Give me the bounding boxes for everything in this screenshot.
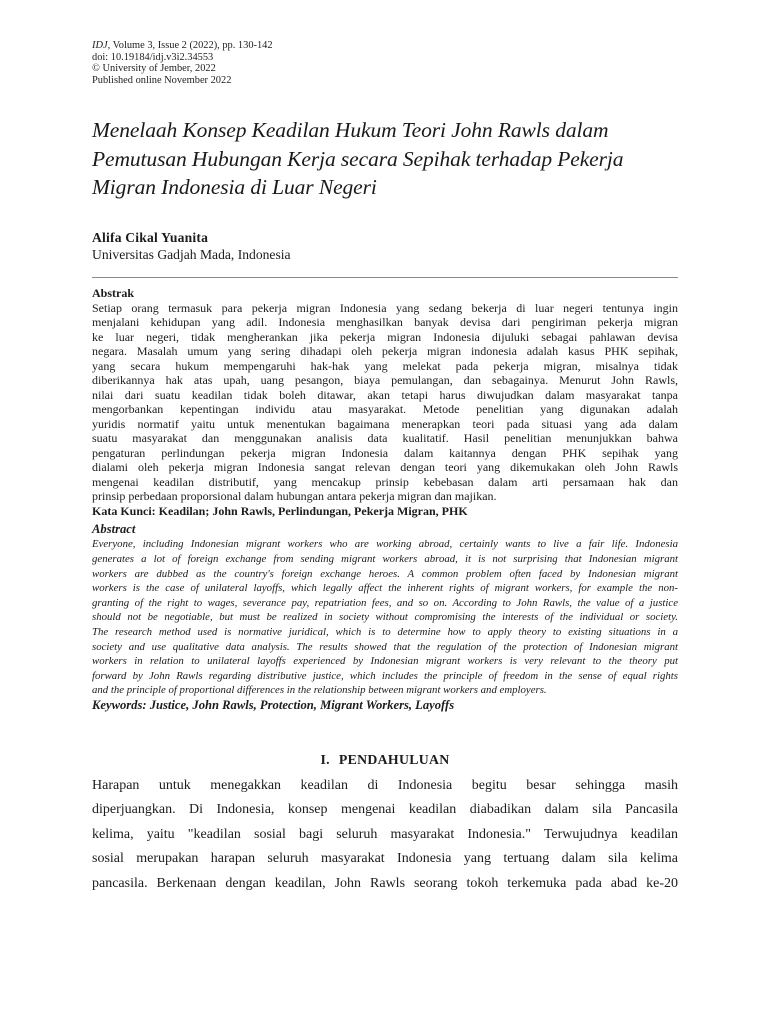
body-line: kelima, yaitu "keadilan sosial bagi seluruh masyarakat Indonesia." Terwujudnya keadilan [92,826,678,842]
abstract-indonesian [92,286,678,519]
article-header [92,40,678,86]
body-paragraph [92,774,678,897]
title-line: Migran Indonesia di Luar Negeri [92,175,377,200]
abstract-line: menjalani kehidupan yang adil. Indonesia menghasilkan banyak devisa dari pengiriman pekerja migran [92,315,678,330]
abstract-line: mengorbankan kepentingan individu atau masyarakat. Metode penelitian yang digunakan adalah [92,402,678,417]
abstract-line: yang secara hukum mempengaruhi hak-hak yang melekat pada pekerja migran, misalnya tidak [92,358,678,373]
abstract-text-en [92,537,678,698]
abstract-english [92,522,678,713]
abstract-line: workers in relation to unilateral layoffs experienced by Indonesian migrant workers is very relevant to the theory put [92,655,678,668]
abstract-line: generates a lot of foreign exchange from sending migrant workers abroad, it is not surprising that Indonesian migrant [92,552,678,565]
abstract-line: granting of the right to wages, severance pay, repatriation fees, and so on. According to John Rawls, the value of a justice [92,596,678,609]
abstract-line: prinsip perbedaan proporsional dalam hubungan antara pekerja migran dan majikan. [92,489,497,504]
header-divider [92,277,678,278]
abstract-line: society and use qualitative data analysis. The results showed that the regulation of the protection of Indonesian migrant [92,640,678,653]
published-line: Published online November 2022 [92,74,232,86]
abstract-line: pengaturan perlindungan pekerja migran Indonesia dalam kaitannya dengan PHK sepihak yang [92,445,678,460]
abstract-line: mengenai keadilan distributif, yang mencakup prinsip kebebasan dalam arti persamaan hak dan [92,474,678,489]
abstract-line: diberikannya hak atas upah, uang pesangon, biaya pemulangan, dan sebagainya. Menurut John Rawls, [92,373,678,388]
abstract-line: The research method used is normative juridical, which is to determine how to apply theory to existing situations in a [92,625,678,638]
abstract-line: negara. Masalah umum yang sering dihadapi oleh pekerja migran indonesia adalah kasus PHK sepihak, [92,344,678,359]
abstract-line: dialami oleh pekerja migran Indonesia sangat relevan dengan teori yang dikemukakan oleh John Rawls [92,460,678,475]
abstract-line: nilai dari suatu keadilan tidak boleh ditawar, akan tetapi harus diwujudkan dalam masyarakat tanpa [92,387,678,402]
abstract-line: ke luar negeri, tidak mengherankan jika pekerja migran Indonesia dijuluki sebagai pahlawan devisa [92,329,678,344]
abstract-line: and the principle of proportional differences in the relationship between migrant workers and employers. [92,684,547,697]
title-line: Pemutusan Hubungan Kerja secara Sepihak terhadap Pekerja [92,146,624,171]
article-title [92,116,678,202]
body-line: diperjuangkan. Di Indonesia, konsep mengenai keadilan diabadikan dalam sila Pancasila [92,802,678,818]
abstract-heading-id: Abstrak [92,285,135,300]
author-affiliation: Universitas Gadjah Mada, Indonesia [92,246,291,262]
copyright-line: © University of Jember, 2022 [92,63,216,75]
section-number: I. [320,751,330,767]
abstract-line: Setiap orang termasuk para pekerja migran Indonesia yang sedang bekerja di luar negeri tentunya ingin [92,300,678,315]
title-line: Menelaah Konsep Keadilan Hukum Teori John Rawls dalam [92,118,609,143]
abstract-line: workers are dubbed as the country's foreign exchange heroes. A common problem often faced by Indonesian migrant [92,567,678,580]
section-title: PENDAHULUAN [338,751,450,767]
body-line: pancasila. Berkenaan dengan keadilan, John Rawls seorang tokoh terkemuka pada abad ke-20 [92,875,678,891]
abstract-text-id [92,301,678,504]
citation-line [92,40,678,52]
abstract-line: suatu masyarakat dan menggunakan analisis data kualitatif. Hasil penelitian menunjukkan bahwa [92,431,678,446]
body-line: sosial merupakan harapan seluruh masyarakat Indonesia yang tertuang dalam sila kelima [92,851,678,867]
doi-line: doi: 10.19184/idj.v3i2.34553 [92,51,214,63]
citation-details: , Volume 3, Issue 2 (2022), pp. 130-142 [107,40,273,51]
abstract-line: yuridis normatif yaitu untuk menentukan bagaimana menerapkan teori pada situasi yang ada dalam [92,416,678,431]
keywords-en: Keywords: Justice, John Rawls, Protection, Migrant Workers, Layoffs [92,697,455,712]
abstract-line: Everyone, including Indonesian migrant workers who are working abroad, certainly wants to live a fair life. Indonesia [92,538,678,551]
journal-abbreviation: IDJ [92,40,108,51]
keywords-id: Kata Kunci: Keadilan; John Rawls, Perlindungan, Pekerja Migran, PHK [92,503,468,518]
abstract-line: should not be negotiable, but must be realized in society without compromising the interests of the individual or society. [92,611,678,624]
abstract-line: workers is the case of unilateral layoffs, which legally affect the inherent rights of migrant workers, for example the non- [92,582,678,595]
abstract-heading-en: Abstract [92,522,136,537]
abstract-line: forward by John Rawls regarding distributive justice, which includes the principle of freedom in the sense of equal rights [92,669,678,682]
body-line: Harapan untuk menegakkan keadilan di Indonesia begitu besar sehingga masih [92,777,678,793]
section-heading [92,751,678,768]
article-page [92,40,678,896]
author-name: Alifa Cikal Yuanita [92,229,209,245]
